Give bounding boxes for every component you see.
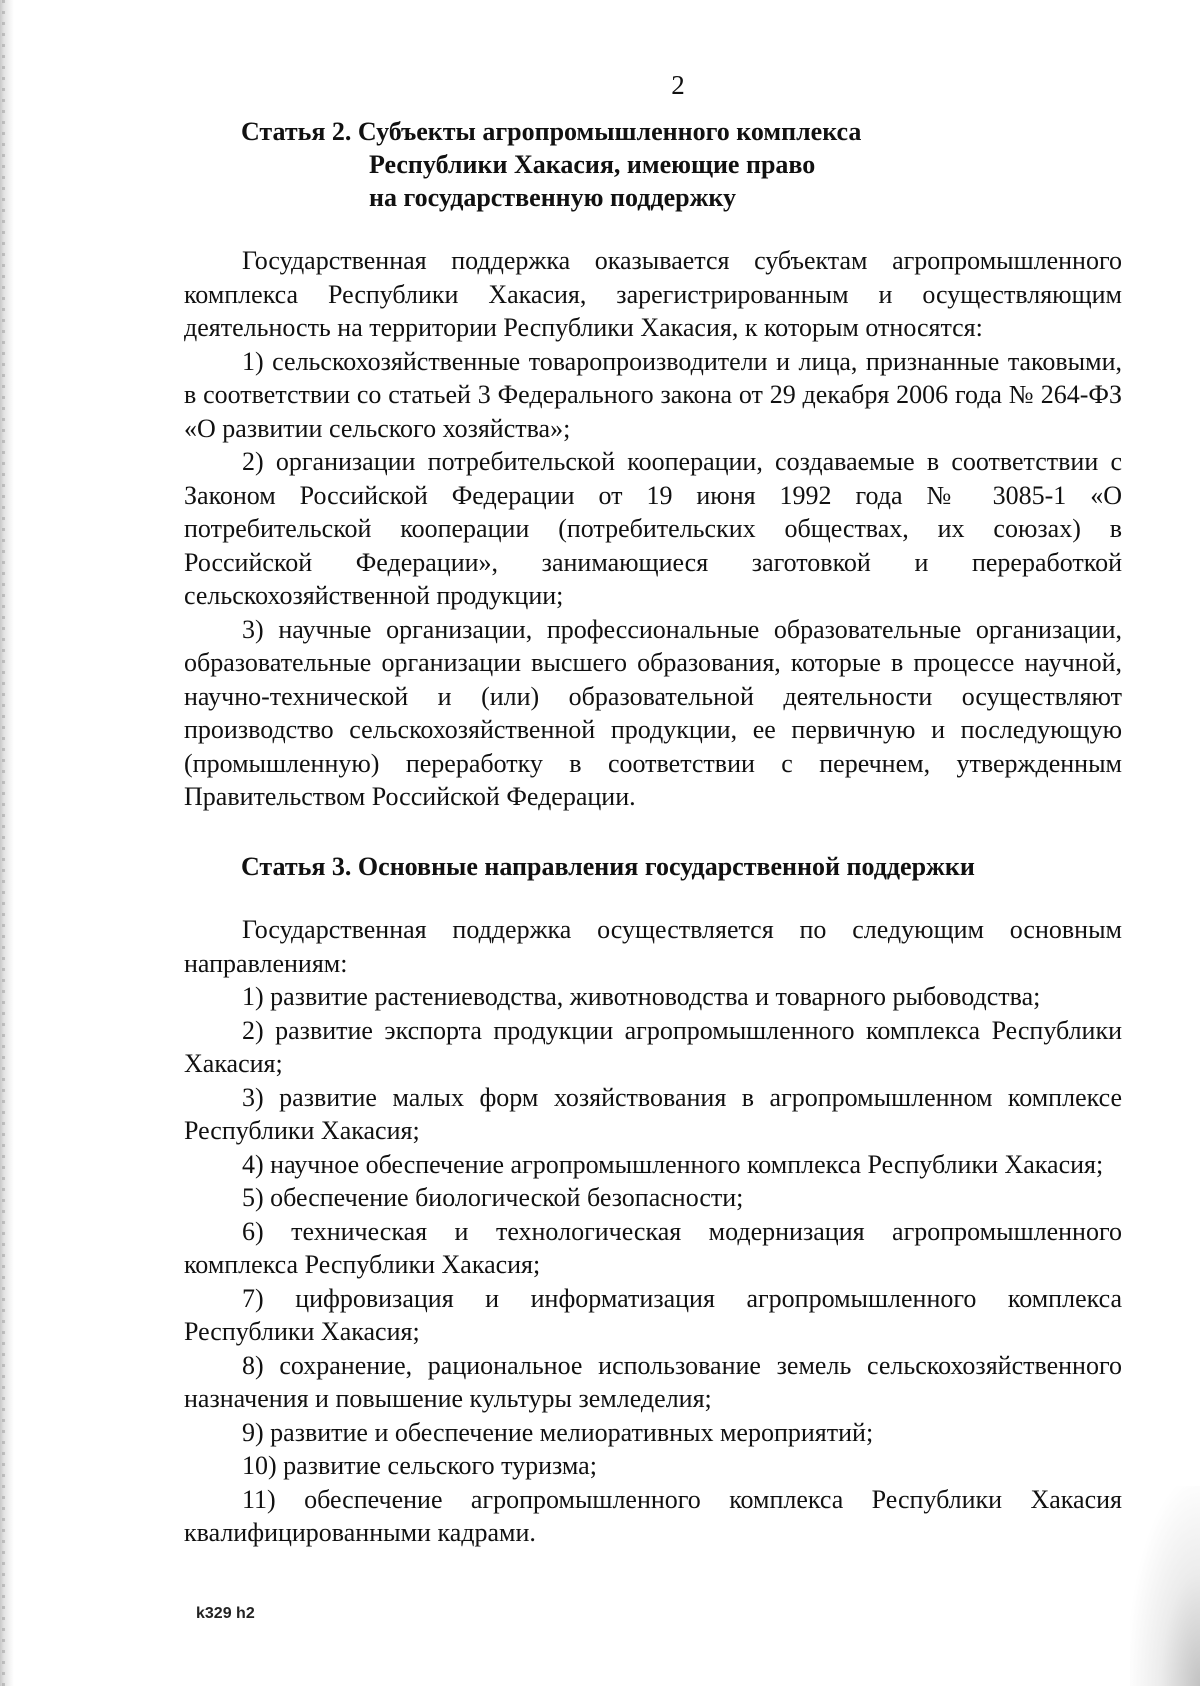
article3-item-3: 3) развитие малых форм хозяйствования в агропромышленном комплексе Республики Хакасия; xyxy=(184,1082,1122,1145)
article2-body xyxy=(184,244,1122,814)
article3-heading: Статья 3. Основные направления государственной поддержки xyxy=(241,852,975,881)
article2-item-2: 2) организации потребительской кооперации, создаваемые в соответствии с Законом Российской Федерации от 19 июня 1992 года № 3085-1 «О потребительской кооперации (потребительских обществах, их союзах) в Российской Федерации», занимающиеся заготовкой и переработкой сельскохозяйственной продукции; xyxy=(184,447,1122,610)
article3-item-8: 8) сохранение, рациональное использование земель сельскохозяйственного назначения и повышение культуры земледелия; xyxy=(184,1350,1122,1413)
article2-heading-line3: на государственную поддержку xyxy=(369,183,737,212)
article3-item-7: 7) цифровизация и информатизация агропромышленного комплекса Республики Хакасия; xyxy=(184,1283,1122,1346)
footer-document-code: k329 h2 xyxy=(196,1605,255,1622)
scan-noise xyxy=(1130,1486,1200,1686)
article3-item-4: 4) научное обеспечение агропромышленного комплекса Республики Хакасия; xyxy=(242,1149,1104,1179)
article3-item-6: 6) техническая и технологическая модернизация агропромышленного комплекса Республики Хакасия; xyxy=(184,1216,1122,1279)
article2-heading-line2: Республики Хакасия, имеющие право xyxy=(369,150,816,179)
article2-item-3: 3) научные организации, профессиональные образовательные организации, образовательные организации высшего образования, которые в процессе научной, научно-технической и (или) образовательной деятельности осуществляют производство сельскохозяйственной продукции, ее первичную и последующую (промышленную) переработку в соответствии с перечнем, утвержденным Правительством Российской Федерации. xyxy=(184,614,1122,811)
article2-intro: Государственная поддержка оказывается субъектам агропромышленного комплекса Республики Хакасия, зарегистрированным и осуществляющим деятельность на территории Республики Хакасия, к которым относятся: xyxy=(184,246,1122,342)
page-number: 2 xyxy=(671,70,685,100)
article3-item-11: 11) обеспечение агропромышленного комплекса Республики Хакасия квалифицированными кадрами. xyxy=(184,1484,1122,1547)
article3-intro: Государственная поддержка осуществляется по следующим основным направлениям: xyxy=(184,915,1122,978)
scan-edge xyxy=(0,0,14,1686)
article3-item-5: 5) обеспечение биологической безопасности; xyxy=(242,1183,744,1212)
article3-item-10: 10) развитие сельского туризма; xyxy=(242,1451,597,1480)
article3-body xyxy=(184,913,1122,1550)
article3-item-9: 9) развитие и обеспечение мелиоративных мероприятий; xyxy=(242,1417,874,1447)
article3-item-2: 2) развитие экспорта продукции агропромышленного комплекса Республики Хакасия; xyxy=(184,1015,1122,1078)
article2-heading-line1: Статья 2. Субъекты агропромышленного комплекса xyxy=(241,117,862,146)
article3-item-1: 1) развитие растениеводства, животноводства и товарного рыбоводства; xyxy=(242,982,1041,1011)
article2-item-1: 1) сельскохозяйственные товаропроизводители и лица, признанные таковыми, в соответствии со статьей 3 Федерального закона от 29 декабря 2006 года № 264-ФЗ «О развитии сельского хозяйства»; xyxy=(184,346,1122,443)
